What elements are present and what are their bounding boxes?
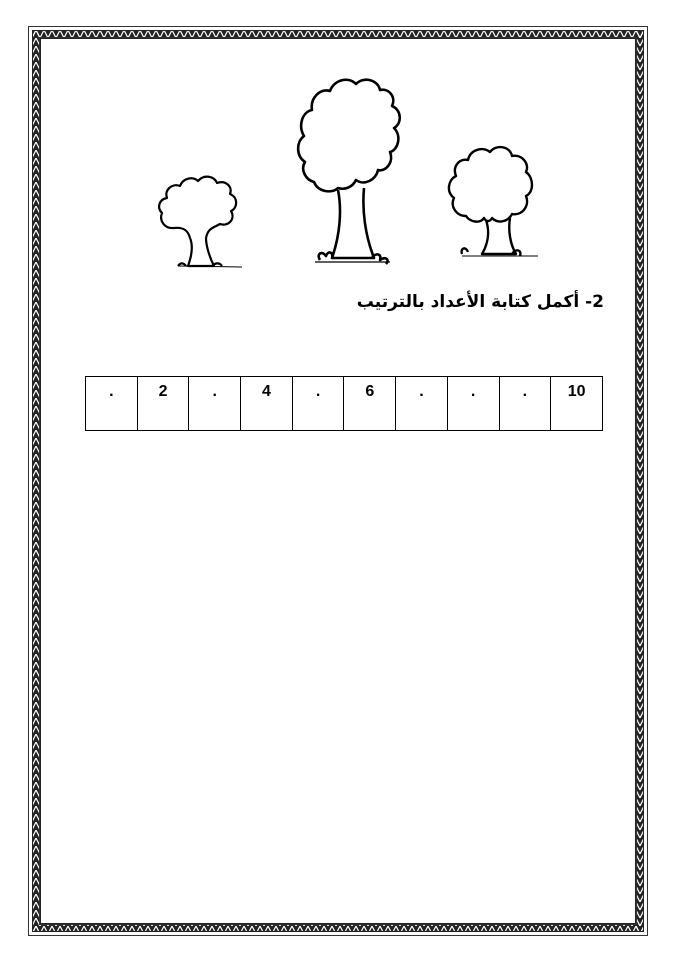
sequence-cell[interactable]: . xyxy=(86,377,138,431)
number-sequence-table xyxy=(85,376,603,431)
sequence-cell[interactable]: . xyxy=(499,377,551,431)
sequence-cell[interactable]: . xyxy=(292,377,344,431)
sequence-cell[interactable]: 4 xyxy=(241,377,293,431)
sequence-row xyxy=(86,377,603,431)
small-tree-icon xyxy=(159,177,242,267)
tall-tree-icon xyxy=(298,80,400,264)
medium-tree-icon xyxy=(449,147,538,256)
exercise-title: 2- أكمل كتابة الأعداد بالترتيب xyxy=(356,292,604,312)
trees-illustration xyxy=(150,70,550,280)
sequence-cell[interactable]: 2 xyxy=(137,377,189,431)
sequence-cell[interactable]: . xyxy=(396,377,448,431)
sequence-cell[interactable]: 6 xyxy=(344,377,396,431)
sequence-cell[interactable]: . xyxy=(447,377,499,431)
sequence-cell[interactable]: . xyxy=(189,377,241,431)
sequence-cell[interactable]: 10 xyxy=(551,377,603,431)
